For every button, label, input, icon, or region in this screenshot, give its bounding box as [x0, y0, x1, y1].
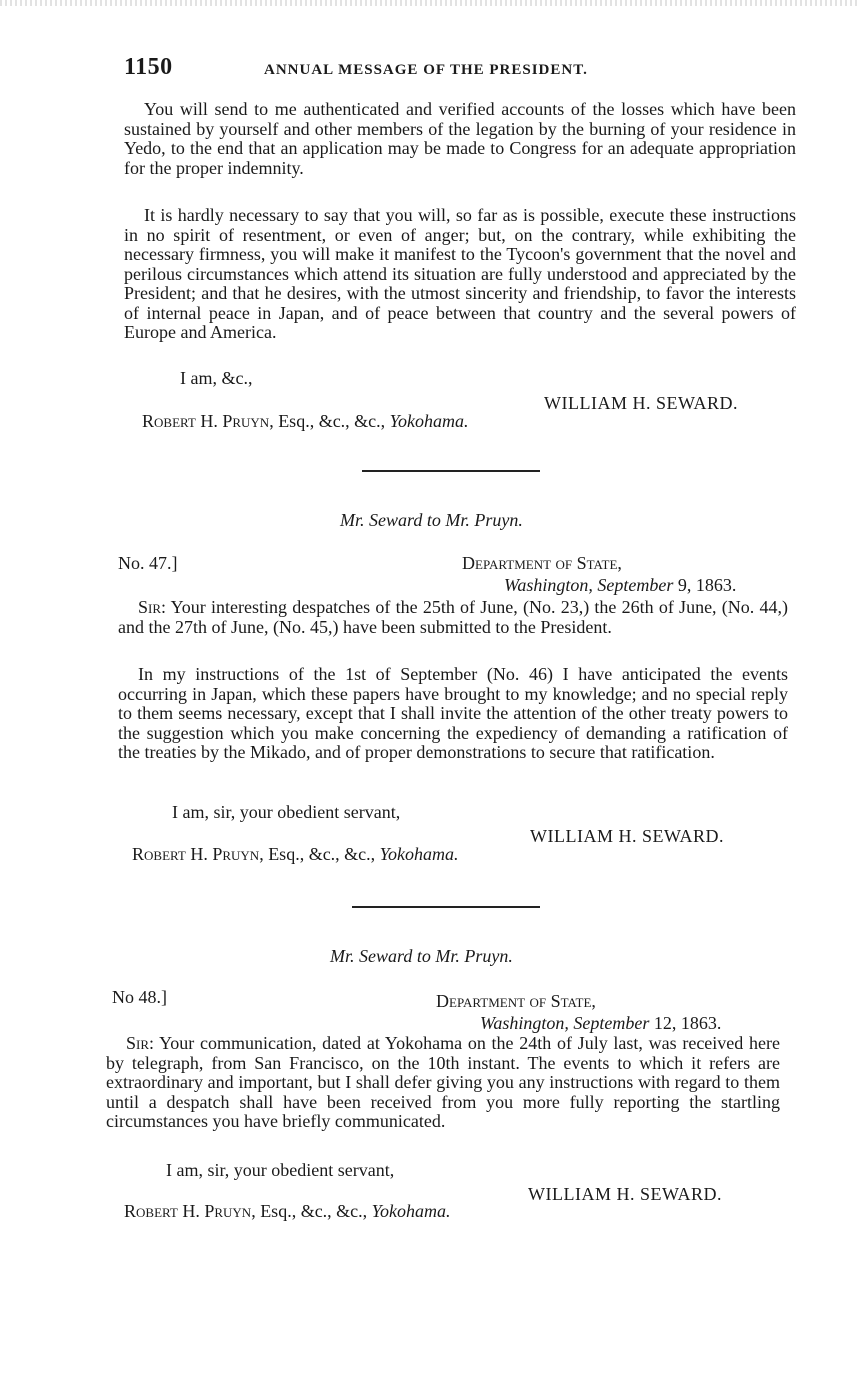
running-head: ANNUAL MESSAGE OF THE PRESIDENT.	[264, 62, 588, 78]
letter2-signature: WILLIAM H. SEWARD.	[530, 826, 724, 846]
dateline-day-year: 12, 1863.	[653, 1013, 722, 1033]
letter1-signature: WILLIAM H. SEWARD.	[544, 393, 738, 413]
paragraph-text: Your interesting despatches of the 25th of June, (No. 23,) the 26th of June, (No. 44,) and the 27th of June, (No. 45,) have been submitted to the President.	[118, 597, 788, 637]
letter3-paragraph-1	[106, 1034, 780, 1132]
letter3-addressee	[124, 1201, 451, 1222]
letter2-department: Department of State,	[462, 553, 622, 573]
letter2-paragraph-1	[118, 598, 788, 637]
letter2-addressee	[132, 844, 459, 865]
addressee-rest: , Esq., &c., &c.,	[259, 844, 376, 864]
addressee-place: Yokohama.	[379, 844, 459, 864]
addressee-name: Robert H. Pruyn	[132, 844, 260, 864]
letter1-paragraph-1: You will send to me authenticated and verified accounts of the losses which have been sustained by yourself and other members of the legation by the burning of your residence in Yedo, to the end that an application may be made to Congress for an adequate appropriation for the proper indemnity.	[124, 99, 796, 178]
page-edge	[0, 0, 860, 6]
letter1-paragraph-2: It is hardly necessary to say that you will, so far as is possible, execute these instructions in no spirit of resentment, or even of anger; but, on the contrary, while exhibiting the necessary firmness, you will make it manifest to the Tycoon's government that the novel and perilous circumstances which attend its situation are fully understood and appreciated by the President; and that he desires, with the utmost sincerity and friendship, to favor the interests of internal peace in Japan, and of peace between that country and the several powers of Europe and America.	[124, 205, 796, 342]
letter2-dateline	[504, 575, 736, 596]
dateline-place: Washington,	[480, 1013, 569, 1033]
addressee-name: Robert H. Pruyn	[142, 411, 270, 431]
addressee-place: Yokohama.	[389, 411, 469, 431]
addressee-rest: , Esq., &c., &c.,	[251, 1201, 368, 1221]
section-divider	[362, 470, 540, 472]
letter3-signature: WILLIAM H. SEWARD.	[528, 1184, 722, 1204]
addressee-rest: , Esq., &c., &c.,	[269, 411, 386, 431]
page-header	[124, 54, 804, 84]
letter3-department: Department of State,	[436, 991, 596, 1011]
letter3-title: Mr. Seward to Mr. Pruyn.	[330, 946, 513, 966]
letter1-closing: I am, &c.,	[180, 368, 253, 388]
page-number: 1150	[124, 54, 173, 80]
dateline-place: Washington,	[504, 575, 593, 595]
paragraph-text: Your communication, dated at Yokohama on the 24th of July last, was received here by telegraph, from San Francisco, on the 10th instant. The events to which it refers are extraordinary and important, but I shall defer giving you any instructions with regard to them until a despatch shall have been received from you more fully reporting the startling circumstances you have briefly communicated.	[106, 1033, 780, 1131]
letter2-paragraph-2: In my instructions of the 1st of September (No. 46) I have anticipated the events occurring in Japan, which these papers have brought to my knowledge; and no special reply to them seems necessary, except that I shall invite the attention of the other treaty powers to the suggestion which you make concerning the expediency of demanding a ratification of the treaties by the Mikado, and of proper demonstrations to secure that ratification.	[118, 664, 788, 762]
letter2-closing: I am, sir, your obedient servant,	[172, 802, 401, 822]
section-divider	[352, 906, 540, 908]
letter3-closing: I am, sir, your obedient servant,	[166, 1160, 395, 1180]
salutation: Sir:	[138, 597, 167, 617]
letter2-number: No. 47.]	[118, 553, 178, 573]
letter2-title: Mr. Seward to Mr. Pruyn.	[340, 510, 523, 530]
letter3-number: No 48.]	[112, 987, 167, 1007]
letter1-addressee	[142, 411, 469, 432]
addressee-place: Yokohama.	[371, 1201, 451, 1221]
salutation: Sir:	[126, 1033, 155, 1053]
letter3-dateline	[480, 1013, 721, 1034]
dateline-month: September	[573, 1013, 650, 1033]
dateline-day-year: 9, 1863.	[677, 575, 737, 595]
dateline-month: September	[597, 575, 674, 595]
addressee-name: Robert H. Pruyn	[124, 1201, 252, 1221]
